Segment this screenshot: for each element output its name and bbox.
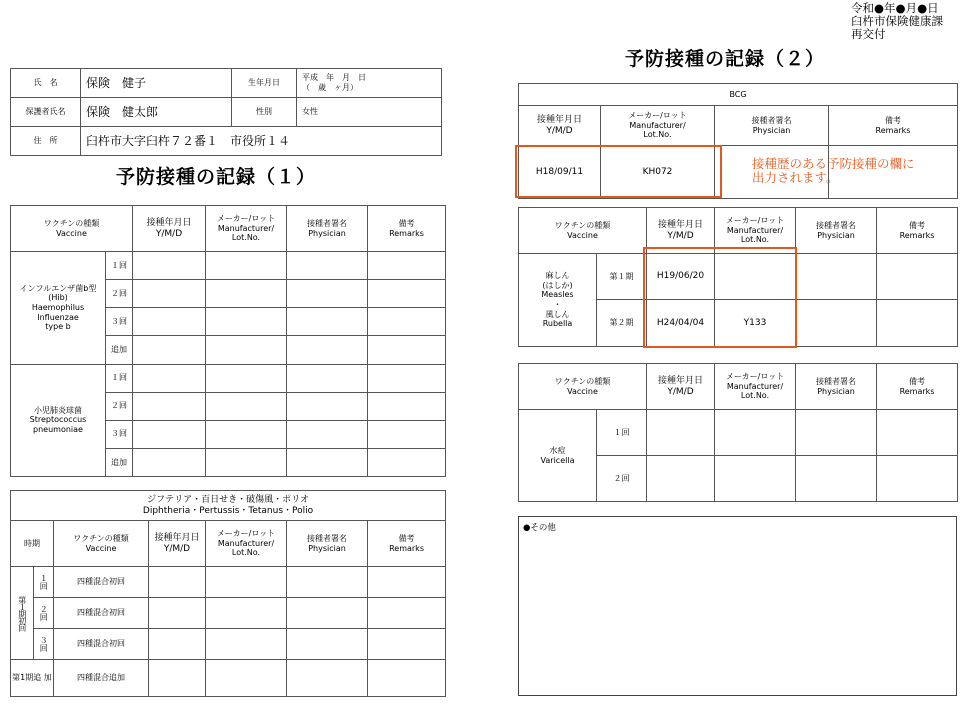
col-vaccine-header: ワクチンの種類 Vaccine xyxy=(11,206,133,252)
doctor-cell xyxy=(287,364,368,392)
date-cell xyxy=(149,629,206,660)
round-label: ２回 xyxy=(106,280,133,308)
col-period-header: 時期 xyxy=(11,521,54,567)
doctor-cell xyxy=(287,280,368,308)
birth-value xyxy=(297,69,442,98)
doctor-cell xyxy=(796,456,877,502)
remarks-cell xyxy=(368,336,446,364)
name-label: 氏 名 xyxy=(11,69,81,98)
guardian-label: 保護者氏名 xyxy=(11,98,81,127)
date-cell xyxy=(133,420,206,448)
col-maker-header: メーカー/ロット Manufacturer/ Lot.No. xyxy=(715,364,796,410)
page1-title: 予防接種の記録（１） xyxy=(116,166,317,188)
doctor-cell xyxy=(287,598,368,629)
round-label: １回 xyxy=(106,252,133,280)
remarks-cell xyxy=(368,660,446,697)
remarks-cell xyxy=(368,420,446,448)
remarks-cell xyxy=(368,364,446,392)
col-date-header: 接種年月日 Y/M/D xyxy=(519,106,601,146)
name-value: 保険 健子 xyxy=(81,69,232,98)
reissue-stamp xyxy=(851,2,943,41)
bcg-date: H18/09/11 xyxy=(519,146,601,199)
pneumo-vaccine-label: 小児肺炎球菌 Streptococcus pneumoniae xyxy=(11,364,106,476)
remarks-cell xyxy=(368,252,446,280)
date-cell xyxy=(647,410,715,456)
dpt-booster-label: 第1期追 加 xyxy=(11,660,54,697)
bcg-title: BCG xyxy=(519,84,958,106)
date-cell xyxy=(133,448,206,476)
col-remarks-header: 備考 Remarks xyxy=(368,521,446,567)
lot-cell xyxy=(206,252,287,280)
col-remarks-header: 備考 Remarks xyxy=(368,206,446,252)
date-cell xyxy=(133,308,206,336)
doctor-cell xyxy=(287,567,368,598)
col-doctor-header: 接種者署名 Physician xyxy=(287,521,368,567)
hib-pneumo-table xyxy=(10,205,446,477)
date-cell xyxy=(133,280,206,308)
col-remarks-header: 備考 Remarks xyxy=(877,208,958,254)
round-label: １回 xyxy=(597,410,647,456)
sex-value: 女性 xyxy=(297,98,442,127)
doctor-cell xyxy=(287,420,368,448)
guardian-value: 保険 健太郎 xyxy=(81,98,232,127)
date-cell xyxy=(149,598,206,629)
col-vaccine-header: ワクチンの種類 Vaccine xyxy=(54,521,149,567)
date-cell xyxy=(133,392,206,420)
col-remarks-header: 備考 Remarks xyxy=(829,106,958,146)
page2-title: 予防接種の記録（２） xyxy=(625,48,826,70)
dpt-title: ジフテリア・百日せき・破傷風・ポリオ Diphtheria・Pertussis・Tetanus・Polio xyxy=(11,491,446,521)
col-maker-header: メーカー/ロット Manufacturer/ Lot.No. xyxy=(601,106,715,146)
doctor-cell xyxy=(287,660,368,697)
doctor-cell xyxy=(287,308,368,336)
doctor-cell xyxy=(287,336,368,364)
remarks-cell xyxy=(368,629,446,660)
remarks-cell xyxy=(368,280,446,308)
remarks-cell xyxy=(368,448,446,476)
lot-cell xyxy=(206,280,287,308)
dpt-vaccine-name: 四種混合初回 xyxy=(54,598,149,629)
birth-date-text: 平成 年 月 日 xyxy=(302,73,366,83)
remarks-cell xyxy=(877,254,958,300)
birth-age-text: （ 歳 ヶ月） xyxy=(302,83,358,92)
mr-date-1: H19/06/20 xyxy=(647,254,715,300)
remarks-cell xyxy=(877,300,958,347)
doctor-cell xyxy=(287,392,368,420)
dpt-round-label: ２回 xyxy=(34,598,54,629)
remarks-cell xyxy=(368,598,446,629)
hib-vaccine-label: インフルエンザ菌b型 (Hib) Haemophilus Influenzae type b xyxy=(11,252,106,364)
patient-info-table xyxy=(10,68,442,156)
lot-cell xyxy=(206,448,287,476)
round-label: １回 xyxy=(106,364,133,392)
round-label: ２回 xyxy=(106,392,133,420)
stamp-date: 令和●年●月●日 xyxy=(851,1,939,15)
lot-cell xyxy=(206,392,287,420)
lot-cell xyxy=(206,629,287,660)
lot-cell xyxy=(206,660,287,697)
remarks-cell xyxy=(877,456,958,502)
address-value: 臼杵市大字臼杵７２番１ 市役所１４ xyxy=(81,127,442,156)
round-label: ３回 xyxy=(106,308,133,336)
mr-vaccine-label: 麻しん (はしか) Measles ・ 風しん Rubella xyxy=(519,254,597,347)
col-vaccine-header: ワクチンの種類 Vaccine xyxy=(519,208,647,254)
lot-cell xyxy=(206,598,287,629)
remarks-cell xyxy=(368,308,446,336)
date-cell xyxy=(149,660,206,697)
lot-cell xyxy=(715,456,796,502)
round-label: ３回 xyxy=(106,420,133,448)
date-cell xyxy=(149,567,206,598)
col-doctor-header: 接種者署名 Physician xyxy=(287,206,368,252)
stamp-reissue: 再交付 xyxy=(851,27,886,41)
lot-cell xyxy=(206,567,287,598)
mr-highlight-frame xyxy=(643,247,797,348)
annotation-line-2: 出力されます。 xyxy=(752,170,839,185)
doctor-cell xyxy=(287,629,368,660)
dpt-vaccine-name: 四種混合追加 xyxy=(54,660,149,697)
other-notes-box xyxy=(518,516,957,696)
dpt-vaccine-name: 四種混合初回 xyxy=(54,567,149,598)
lot-cell xyxy=(715,410,796,456)
round-label: 追加 xyxy=(106,448,133,476)
lot-cell xyxy=(206,308,287,336)
doctor-cell xyxy=(287,252,368,280)
stamp-department: 臼杵市保険健康課 xyxy=(851,14,943,28)
dpt-round-label: ３回 xyxy=(34,629,54,660)
col-date-header: 接種年月日 Y/M/D xyxy=(647,208,715,254)
bcg-highlight-frame xyxy=(515,145,722,198)
mr-date-2: H24/04/04 xyxy=(647,300,715,347)
mr-period-label: 第１期 xyxy=(597,254,647,300)
col-vaccine-header: ワクチンの種類 Vaccine xyxy=(519,364,647,410)
dpt-vaccine-name: 四種混合初回 xyxy=(54,629,149,660)
date-cell xyxy=(647,456,715,502)
bcg-lot: KH072 xyxy=(601,146,715,199)
col-remarks-header: 備考 Remarks xyxy=(877,364,958,410)
dpt-round-label: １回 xyxy=(34,567,54,598)
lot-cell xyxy=(206,364,287,392)
date-cell xyxy=(133,252,206,280)
sex-label: 性別 xyxy=(232,98,297,127)
col-date-header: 接種年月日 Y/M/D xyxy=(133,206,206,252)
doctor-cell xyxy=(796,300,877,347)
remarks-cell xyxy=(368,392,446,420)
output-annotation xyxy=(752,157,915,185)
other-label: ●その他 xyxy=(523,523,556,533)
col-maker-header: メーカー/ロット Manufacturer/ Lot.No. xyxy=(206,521,287,567)
doctor-cell xyxy=(287,448,368,476)
col-maker-header: メーカー/ロット Manufacturer/ Lot.No. xyxy=(206,206,287,252)
birth-label: 生年月日 xyxy=(232,69,297,98)
mr-period-label: 第２期 xyxy=(597,300,647,347)
dpt-first-period-label: 第１期初回 xyxy=(11,567,34,660)
lot-cell xyxy=(206,420,287,448)
doctor-cell xyxy=(796,254,877,300)
remarks-cell xyxy=(368,567,446,598)
address-label: 住 所 xyxy=(11,127,81,156)
annotation-line-1: 接種歴のある予防接種の欄に xyxy=(752,156,915,171)
col-date-header: 接種年月日 Y/M/D xyxy=(149,521,206,567)
remarks-cell xyxy=(877,410,958,456)
col-doctor-header: 接種者署名 Physician xyxy=(796,364,877,410)
mr-lot-2: Y133 xyxy=(715,300,796,347)
round-label: ２回 xyxy=(597,456,647,502)
date-cell xyxy=(133,336,206,364)
date-cell xyxy=(133,364,206,392)
col-doctor-header: 接種者署名 Physician xyxy=(715,106,829,146)
varicella-vaccine-label: 水痘 Varicella xyxy=(519,410,597,502)
col-date-header: 接種年月日 Y/M/D xyxy=(647,364,715,410)
varicella-table xyxy=(518,363,958,502)
dpt-table xyxy=(10,490,446,697)
doctor-cell xyxy=(796,410,877,456)
col-maker-header: メーカー/ロット Manufacturer/ Lot.No. xyxy=(715,208,796,254)
lot-cell xyxy=(206,336,287,364)
round-label: 追加 xyxy=(106,336,133,364)
col-doctor-header: 接種者署名 Physician xyxy=(796,208,877,254)
